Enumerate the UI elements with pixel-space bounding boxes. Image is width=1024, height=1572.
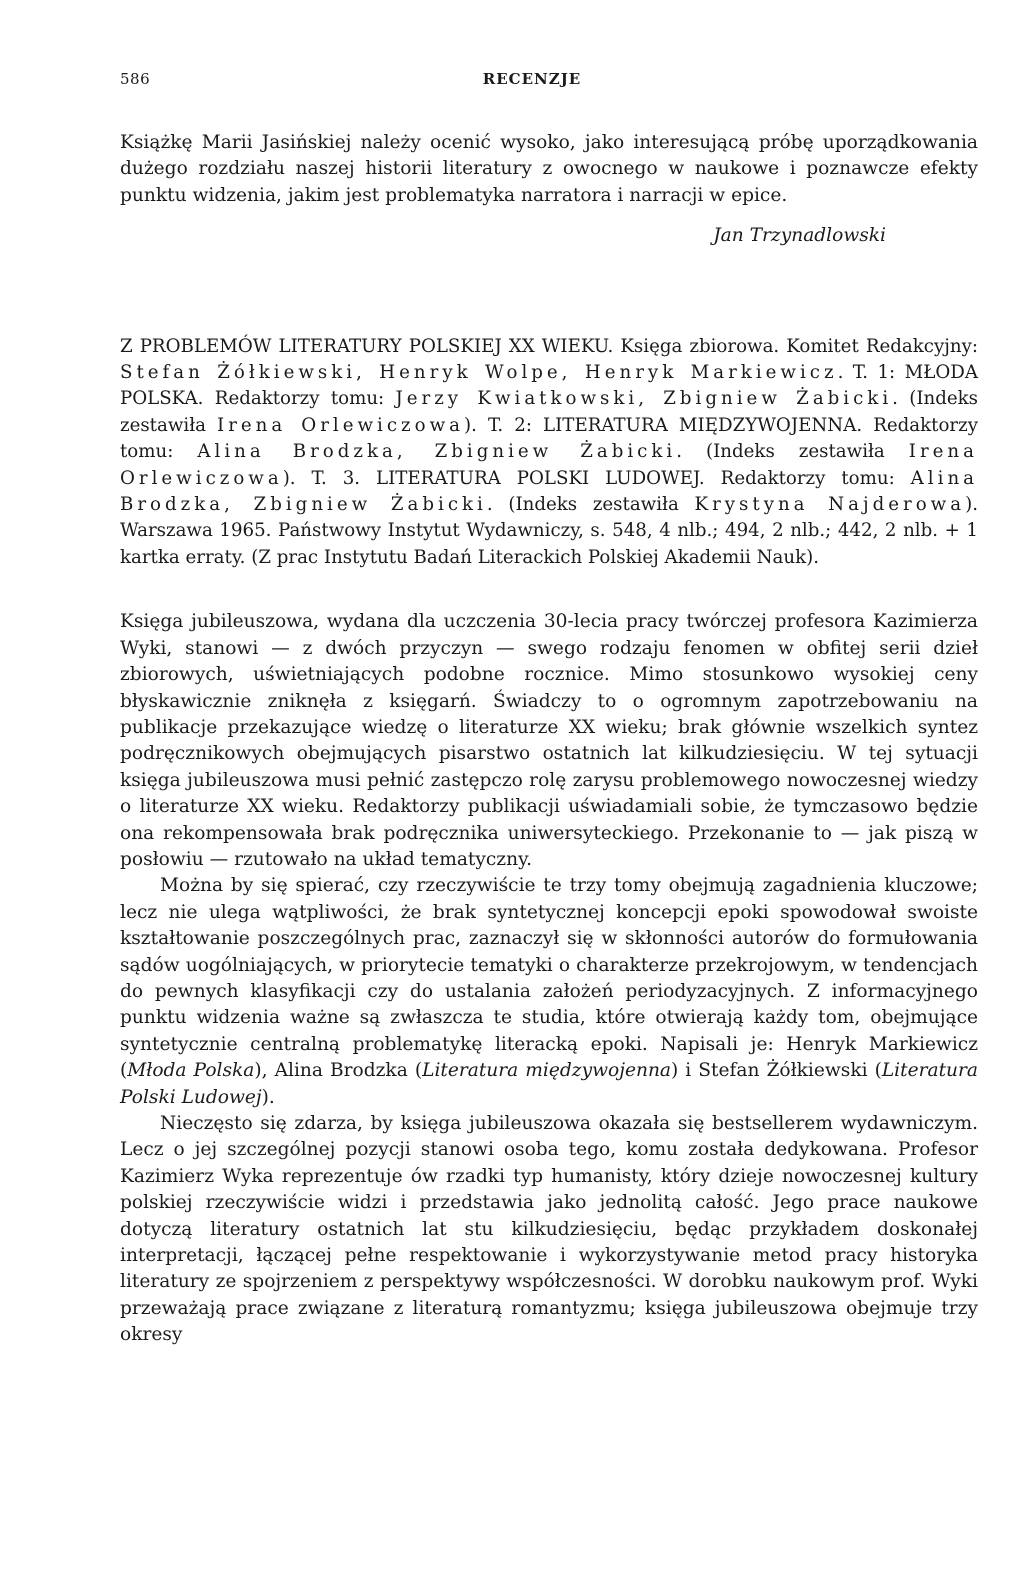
paragraph-text: ), Alina Brodzka ( xyxy=(254,1060,423,1082)
bib-spaced-names: Stefan Żółkiewski, Henryk Wolpe, Henryk Markiewicz xyxy=(120,362,838,384)
italic-title: Literatura Polski Ludowej xyxy=(120,1060,978,1108)
page-number: 586 xyxy=(120,70,151,88)
bib-spaced-names: Jerzy Kwiatkowski, Zbigniew Żabicki xyxy=(395,388,893,410)
body-paragraph-3: Nieczęsto się zdarza, by księga jubileuszowa okazała się bestsellerem wydawniczym. Lecz o jej szczególnej pozycji stanowi osoba tego, komu została dedykowana. Profesor Kazimierz Wyka reprezentuje ów rzadki typ humanisty, który dzieje nowoczesnej kultury polskiej rzeczywiście widzi i przedstawia jako jednolitą całość. Jego prace naukowe dotyczą literatury ostatnich lat stu kilkudziesięciu, będąc przykładem doskonałej interpretacji, łączącej pełne respektowanie i wykorzystywanie metod pracy historyka literatury ze spojrzeniem z perspektywy współczesności. W dorobku naukowym prof. Wyki przeważają prace związane z literaturą romantyzmu; księga jubileuszowa obejmuje trzy okresy xyxy=(120,1113,978,1346)
bib-spaced-names: Alina Brodzka, Zbigniew Żabicki xyxy=(197,441,677,463)
bib-text: . (Indeks zestawiła xyxy=(486,494,695,516)
bib-text: ). Warszawa 1965. Państwowy Instytut Wydawniczy, s. 548, 4 nlb.; 494, 2 nlb.; 442, 2 nlb. + 1 kartka erraty. (Z prac Instytutu Badań Literackich Polskiej Akademii Nauk). xyxy=(120,494,978,568)
bib-text: Z PROBLEMÓW LITERATURY POLSKIEJ XX WIEKU. Księga zbiorowa. Komitet Redakcyjny: xyxy=(120,335,978,357)
bib-text: . T. 1: MŁODA POLSKA. Redaktorzy tomu: xyxy=(120,362,979,410)
italic-title: Literatura międzywojenna xyxy=(422,1060,672,1082)
bib-text: . (Indeks zestawiła xyxy=(120,388,978,436)
previous-review-closing-paragraph: Książkę Marii Jasińskiej należy ocenić wysoko, jako interesującą próbę uporządkowania dużego rozdziału naszej historii literatury z owocnego w naukowe i poznawcze efekty punktu widzenia, jakim jest problematyka narratora i narracji w epice. xyxy=(120,132,978,206)
review-body xyxy=(120,609,978,1348)
paragraph-text: ). xyxy=(261,1086,275,1108)
section-title: RECENZJE xyxy=(482,70,582,88)
bib-spaced-names: Alina Brodzka, Zbigniew Żabicki xyxy=(120,467,978,516)
paragraph-text: Można by się spierać, czy rzeczywiście te trzy tomy obejmują zagadnienia kluczowe; lecz nie ulega wątpliwości, że brak syntetycznej koncepcji epoki spowodował swoiste kształtowanie poszczególnych prac, zaznaczył się w skłonności autorów do formułowania sądów uogólniających, w priorytecie tematyki o charakterze przekrojowym, w tendencjach do pewnych klasyfikacji czy do ustalania założeń periodyzacyjnych. Z informacyjnego punktu widzenia ważne są zwłaszcza te studia, które otwierają każdy tom, obejmujące syntetycznie centralną problematykę literacką epoki. Napisali je: Henryk Markiewicz ( xyxy=(120,875,978,1082)
paragraph-text: ) i Stefan Żółkiewski ( xyxy=(671,1060,882,1082)
body-paragraph-1: Księga jubileuszowa, wydana dla uczczenia 30-lecia pracy twórczej profesora Kazimierza Wyki, stanowi — z dwóch przyczyn — swego rodzaju fenomen w obfitej serii dzieł zbiorowych, uświetniających podobne rocznice. Mimo stosunkowo wysokiej ceny błyskawicznie zniknęła z księgarń. Świadczy to o ogromnym zapotrzebowaniu na publikacje przekazujące wiedzę o literaturze XX wieku; brak głównie wszelkich syntez podręcznikowych obejmujących pisarstwo ostatnich lat kilkudziesięciu. W tej sytuacji księga jubileuszowa musi pełnić zastępczo rolę zarysu problemowego nowoczesnej wiedzy o literaturze XX wieku. Redaktorzy publikacji uświadamiali sobie, że tymczasowo będzie ona rekompensowała brak podręcznika uniwersyteckiego. Przekonanie to — jak piszą w posłowiu — rzutowało na układ tematyczny. xyxy=(120,611,978,870)
page-content xyxy=(120,130,978,1349)
bib-spaced-names: Irena Orlewiczowa xyxy=(217,414,465,436)
italic-title: Młoda Polska xyxy=(127,1060,255,1082)
bib-text: ). T. 3. LITERATURA POLSKI LUDOWEJ. Redaktorzy tomu: xyxy=(282,467,911,489)
running-head xyxy=(120,70,984,98)
body-paragraph-2 xyxy=(120,873,978,1111)
bib-spaced-names: Irena Orlewiczowa xyxy=(120,441,978,489)
bibliographic-entry xyxy=(120,334,978,572)
bib-spaced-names: Krystyna Najderowa xyxy=(694,494,966,516)
bib-text: ). T. 2: LITERATURA MIĘDZYWOJENNA. Redaktorzy tomu: xyxy=(120,414,978,463)
review-author-signature: Jan Trzynadlowski xyxy=(713,225,886,247)
bib-text: . (Indeks zestawiła xyxy=(676,441,909,463)
